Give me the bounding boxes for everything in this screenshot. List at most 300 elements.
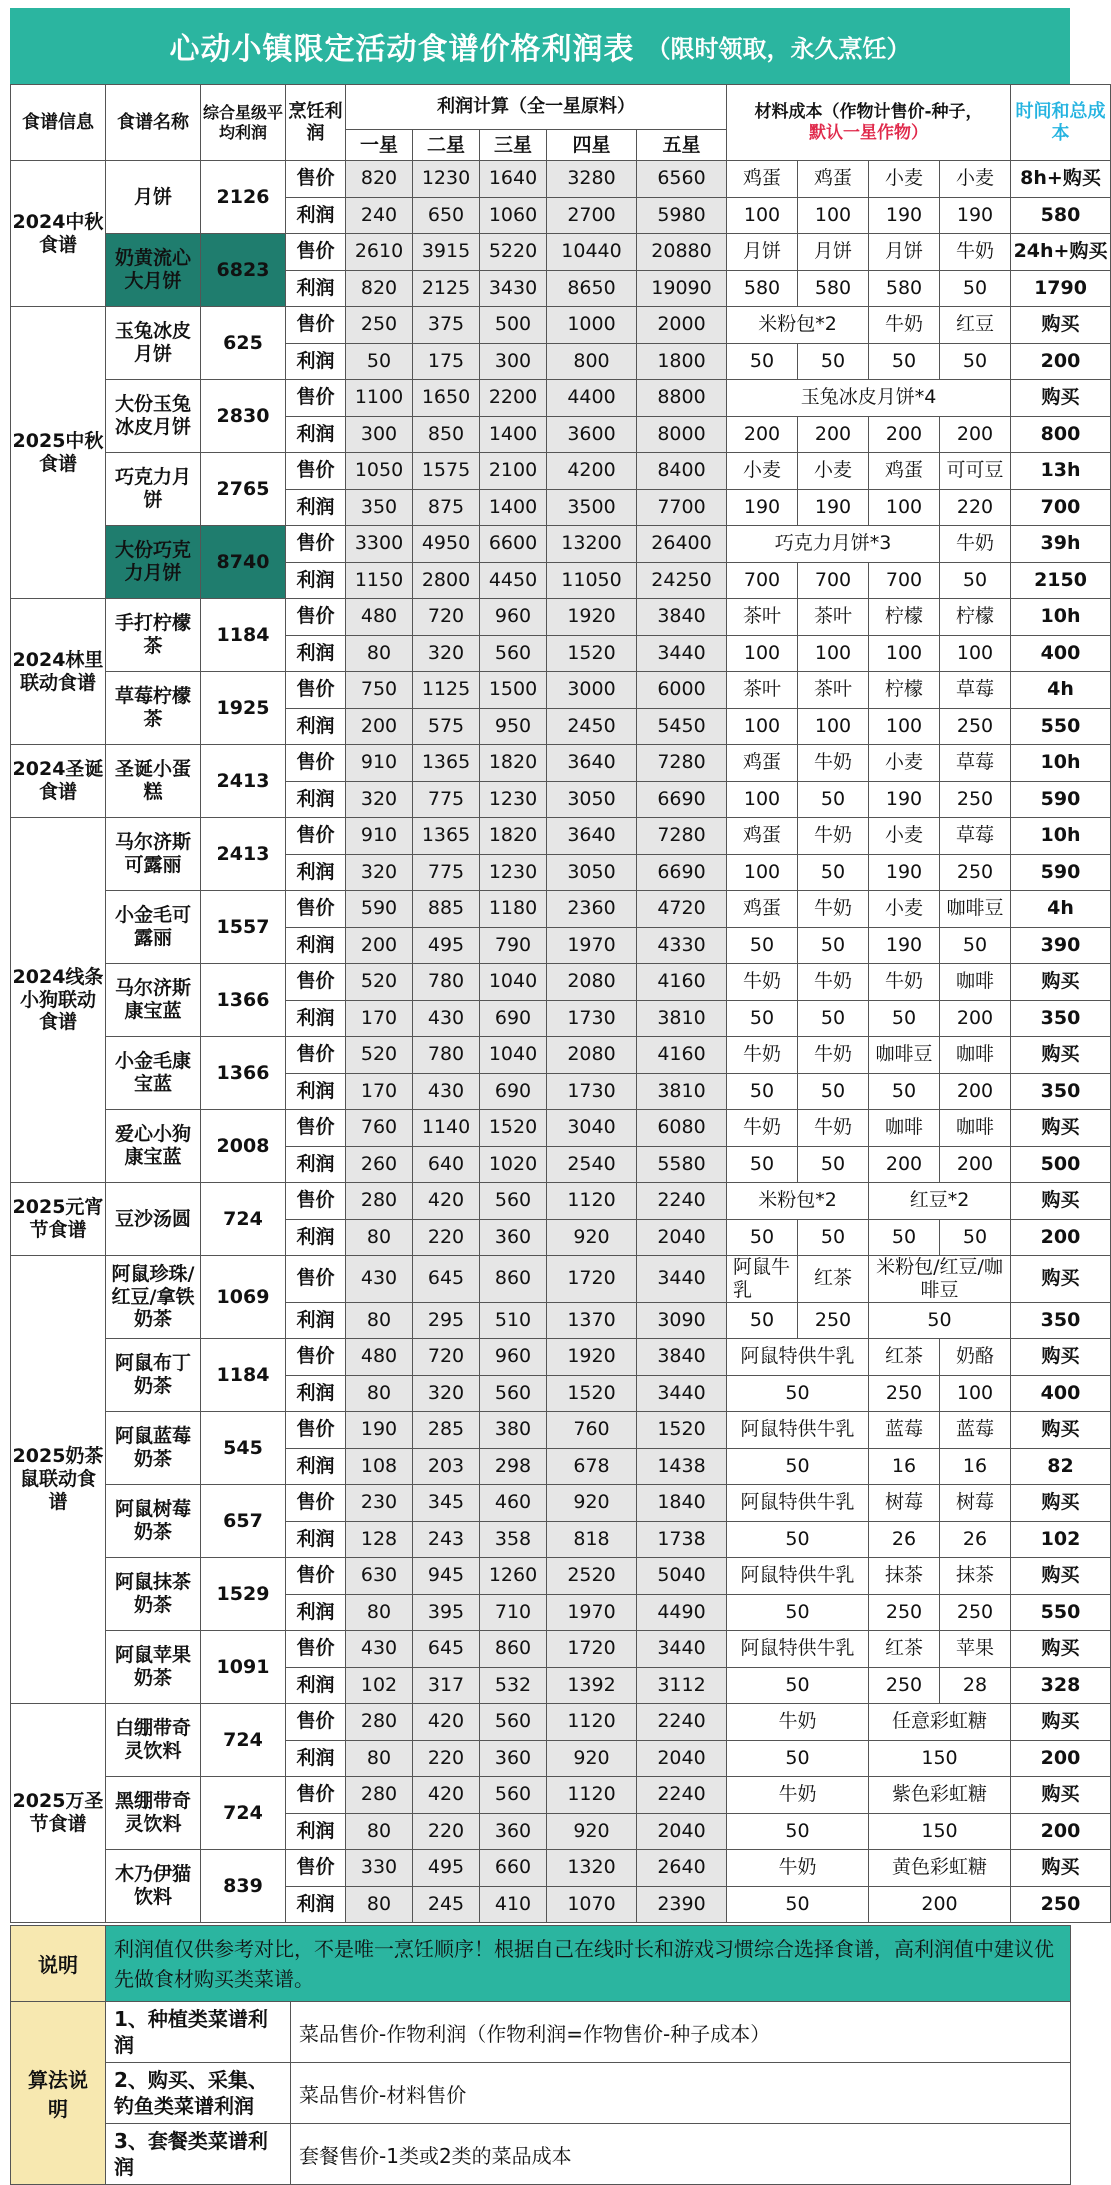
category-cell: 2025万圣节食谱	[11, 1704, 106, 1923]
profit-label: 利润	[286, 489, 346, 526]
sell-price-star-5: 7280	[637, 818, 727, 855]
ingredient-cell: 牛奶	[727, 1110, 798, 1147]
ingredient-cell: 蓝莓	[940, 1412, 1011, 1449]
recipe-name: 木乃伊猫饮料	[106, 1850, 201, 1923]
sell-price-star-2: 885	[413, 891, 480, 928]
profit-star-3: 360	[480, 1740, 547, 1777]
sell-price-star-2: 1650	[413, 380, 480, 417]
time-cell: 4h	[1011, 891, 1111, 928]
ingredient-cell: 阿鼠牛乳	[727, 1256, 798, 1303]
profit-star-3: 4450	[480, 562, 547, 599]
profit-star-1: 820	[346, 270, 413, 307]
sell-price-star-1: 430	[346, 1256, 413, 1303]
sell-price-star-2: 720	[413, 599, 480, 636]
recipe-name: 草莓柠檬茶	[106, 672, 201, 745]
sell-price-star-3: 860	[480, 1256, 547, 1303]
sell-price-star-4: 1320	[547, 1850, 637, 1887]
sell-label: 售价	[286, 1339, 346, 1376]
cost-cell: 50	[727, 1740, 869, 1777]
sell-price-star-1: 760	[346, 1110, 413, 1147]
cost-cell: 16	[940, 1448, 1011, 1485]
profit-star-3: 532	[480, 1667, 547, 1704]
sell-price-star-4: 2080	[547, 1037, 637, 1074]
sell-price-star-4: 1000	[547, 307, 637, 344]
sell-price-star-5: 2240	[637, 1704, 727, 1741]
cost-cell: 50	[798, 1219, 869, 1256]
ingredient-cell: 巧克力月饼*3	[727, 526, 940, 563]
time-cell: 10h	[1011, 745, 1111, 782]
cost-cell: 26	[940, 1521, 1011, 1558]
sell-price-star-4: 4200	[547, 453, 637, 490]
ingredient-cell: 黄色彩虹糖	[869, 1850, 1011, 1887]
sell-price-star-2: 420	[413, 1183, 480, 1220]
header-time-text: 时间和总成本	[1015, 100, 1106, 144]
profit-star-3: 1020	[480, 1146, 547, 1183]
cost-cell: 50	[727, 1667, 869, 1704]
header-cook: 烹饪利润	[286, 85, 346, 161]
time-cell: 购买	[1011, 964, 1111, 1001]
recipe-name: 阿鼠布丁奶茶	[106, 1339, 201, 1412]
recipe-avg-profit: 1091	[201, 1631, 286, 1704]
cost-cell: 50	[869, 1302, 1011, 1339]
recipe-name: 阿鼠抹茶奶茶	[106, 1558, 201, 1631]
sell-price-star-2: 4950	[413, 526, 480, 563]
sell-price-star-2: 3915	[413, 234, 480, 271]
sell-price-star-3: 5220	[480, 234, 547, 271]
profit-star-1: 350	[346, 489, 413, 526]
time-cell: 购买	[1011, 1485, 1111, 1522]
table-row	[11, 964, 1111, 1001]
ingredient-cell: 牛奶	[798, 745, 869, 782]
category-cell: 2024线条小狗联动食谱	[11, 818, 106, 1183]
total-cost-cell: 200	[1011, 1813, 1111, 1850]
cost-cell: 200	[940, 416, 1011, 453]
profit-star-4: 2700	[547, 197, 637, 234]
algo-formula-2: 菜品售价-材料售价	[291, 2063, 1071, 2124]
category-cell: 2025中秋食谱	[11, 307, 106, 599]
ingredient-cell: 米粉包/红豆/咖啡豆	[869, 1256, 1011, 1303]
table-row	[11, 453, 1111, 490]
sell-price-star-3: 1820	[480, 818, 547, 855]
ingredient-cell: 茶叶	[798, 599, 869, 636]
time-cell: 10h	[1011, 818, 1111, 855]
time-cell: 购买	[1011, 380, 1111, 417]
cost-cell: 50	[940, 1219, 1011, 1256]
ingredient-cell: 鸡蛋	[798, 161, 869, 198]
sell-price-star-4: 1120	[547, 1704, 637, 1741]
cost-cell: 50	[727, 1146, 798, 1183]
sell-price-star-3: 860	[480, 1631, 547, 1668]
total-cost-cell: 400	[1011, 1375, 1111, 1412]
recipe-avg-profit: 1184	[201, 1339, 286, 1412]
sell-label: 售价	[286, 526, 346, 563]
sell-price-star-3: 460	[480, 1485, 547, 1522]
sell-price-star-2: 720	[413, 1339, 480, 1376]
sell-price-star-2: 1575	[413, 453, 480, 490]
sell-label: 售价	[286, 1558, 346, 1595]
time-cell: 24h+购买	[1011, 234, 1111, 271]
sell-label: 售价	[286, 1256, 346, 1303]
sell-price-star-2: 780	[413, 1037, 480, 1074]
cost-cell: 250	[940, 781, 1011, 818]
time-cell: 购买	[1011, 1339, 1111, 1376]
cost-cell: 250	[940, 1594, 1011, 1631]
ingredient-cell: 米粉包*2	[727, 307, 869, 344]
sell-price-star-3: 1260	[480, 1558, 547, 1595]
header-time	[1011, 85, 1111, 161]
sell-price-star-4: 2360	[547, 891, 637, 928]
sell-price-star-4: 920	[547, 1485, 637, 1522]
profit-star-4: 3600	[547, 416, 637, 453]
cost-cell: 190	[940, 197, 1011, 234]
cost-cell: 50	[798, 854, 869, 891]
ingredient-cell: 柠檬	[869, 672, 940, 709]
profit-label: 利润	[286, 1448, 346, 1485]
sell-price-star-1: 280	[346, 1777, 413, 1814]
sell-price-star-4: 1120	[547, 1777, 637, 1814]
sell-price-star-3: 1820	[480, 745, 547, 782]
ingredient-cell: 牛奶	[727, 964, 798, 1001]
sell-price-star-4: 1920	[547, 1339, 637, 1376]
ingredient-cell: 牛奶	[940, 234, 1011, 271]
header-material-red: 默认一星作物）	[809, 122, 929, 143]
sell-label: 售价	[286, 818, 346, 855]
profit-label: 利润	[286, 708, 346, 745]
table-row	[11, 380, 1111, 417]
cost-cell: 100	[798, 708, 869, 745]
profit-star-5: 3090	[637, 1302, 727, 1339]
ingredient-cell: 牛奶	[727, 1037, 798, 1074]
profit-star-5: 6690	[637, 781, 727, 818]
sell-price-star-5: 3440	[637, 1631, 727, 1668]
sell-price-star-5: 8800	[637, 380, 727, 417]
sell-price-star-2: 645	[413, 1256, 480, 1303]
profit-star-4: 920	[547, 1813, 637, 1850]
cost-cell: 100	[869, 489, 940, 526]
sell-price-star-5: 2000	[637, 307, 727, 344]
header-info: 食谱信息	[11, 85, 106, 161]
sell-label: 售价	[286, 453, 346, 490]
profit-star-1: 80	[346, 635, 413, 672]
cost-cell: 100	[727, 708, 798, 745]
total-cost-cell: 580	[1011, 197, 1111, 234]
ingredient-cell: 茶叶	[798, 672, 869, 709]
profit-star-4: 3050	[547, 781, 637, 818]
sell-price-star-3: 960	[480, 599, 547, 636]
profit-star-2: 775	[413, 854, 480, 891]
sell-price-star-4: 4400	[547, 380, 637, 417]
sell-price-star-1: 280	[346, 1704, 413, 1741]
recipe-avg-profit: 839	[201, 1850, 286, 1923]
profit-star-1: 170	[346, 1073, 413, 1110]
cost-cell: 250	[940, 854, 1011, 891]
total-cost-cell: 328	[1011, 1667, 1111, 1704]
title-bar	[10, 8, 1070, 84]
cost-cell: 50	[869, 343, 940, 380]
recipe-name: 阿鼠珍珠/红豆/拿铁奶茶	[106, 1256, 201, 1339]
profit-star-5: 1738	[637, 1521, 727, 1558]
profit-star-4: 2540	[547, 1146, 637, 1183]
total-cost-cell: 200	[1011, 1219, 1111, 1256]
header-star-5: 五星	[637, 130, 727, 161]
ingredient-cell: 草莓	[940, 672, 1011, 709]
recipe-avg-profit: 724	[201, 1704, 286, 1777]
sell-price-star-5: 3840	[637, 599, 727, 636]
category-cell: 2024圣诞食谱	[11, 745, 106, 818]
cost-cell: 250	[869, 1375, 940, 1412]
time-cell: 8h+购买	[1011, 161, 1111, 198]
sell-price-star-4: 2520	[547, 1558, 637, 1595]
total-cost-cell: 390	[1011, 927, 1111, 964]
cost-cell: 50	[798, 1073, 869, 1110]
profit-star-3: 1400	[480, 416, 547, 453]
time-cell: 购买	[1011, 1037, 1111, 1074]
sell-price-star-2: 780	[413, 964, 480, 1001]
cost-cell: 50	[727, 1594, 869, 1631]
sell-price-star-2: 1365	[413, 818, 480, 855]
profit-star-2: 175	[413, 343, 480, 380]
profit-star-5: 8000	[637, 416, 727, 453]
cost-cell: 700	[727, 562, 798, 599]
sell-price-star-1: 3300	[346, 526, 413, 563]
recipe-name: 大份巧克力月饼	[106, 526, 201, 599]
recipe-name: 巧克力月饼	[106, 453, 201, 526]
ingredient-cell: 阿鼠特供牛乳	[727, 1631, 869, 1668]
profit-star-3: 3430	[480, 270, 547, 307]
profit-star-3: 510	[480, 1302, 547, 1339]
ingredient-cell: 月饼	[869, 234, 940, 271]
sell-price-star-2: 1140	[413, 1110, 480, 1147]
sell-price-star-4: 3280	[547, 161, 637, 198]
profit-label: 利润	[286, 1521, 346, 1558]
cost-cell: 250	[940, 708, 1011, 745]
sell-price-star-1: 330	[346, 1850, 413, 1887]
sell-price-star-1: 520	[346, 1037, 413, 1074]
ingredient-cell: 红豆	[940, 307, 1011, 344]
recipe-name: 爱心小狗康宝蓝	[106, 1110, 201, 1183]
ingredient-cell: 茶叶	[727, 672, 798, 709]
sell-price-star-4: 1120	[547, 1183, 637, 1220]
profit-label: 利润	[286, 1073, 346, 1110]
ingredient-cell: 柠檬	[869, 599, 940, 636]
profit-star-4: 678	[547, 1448, 637, 1485]
profit-label: 利润	[286, 1594, 346, 1631]
header-star-1: 一星	[346, 130, 413, 161]
cost-cell: 200	[940, 1000, 1011, 1037]
sell-price-star-2: 375	[413, 307, 480, 344]
recipe-avg-profit: 2765	[201, 453, 286, 526]
profit-star-4: 920	[547, 1740, 637, 1777]
ingredient-cell: 树莓	[869, 1485, 940, 1522]
sell-price-star-3: 1180	[480, 891, 547, 928]
profit-star-5: 3440	[637, 1375, 727, 1412]
cost-cell: 50	[869, 1219, 940, 1256]
profit-label: 利润	[286, 1146, 346, 1183]
time-cell: 购买	[1011, 307, 1111, 344]
recipe-avg-profit: 2008	[201, 1110, 286, 1183]
ingredient-cell: 柠檬	[940, 599, 1011, 636]
sell-price-star-3: 560	[480, 1183, 547, 1220]
profit-star-2: 320	[413, 1375, 480, 1412]
sell-price-star-5: 2240	[637, 1777, 727, 1814]
profit-star-4: 1520	[547, 635, 637, 672]
sell-price-star-1: 280	[346, 1183, 413, 1220]
cost-cell: 50	[727, 1375, 869, 1412]
sell-price-star-4: 2080	[547, 964, 637, 1001]
recipe-name: 阿鼠树莓奶茶	[106, 1485, 201, 1558]
ingredient-cell: 红豆*2	[869, 1183, 1011, 1220]
cost-cell: 250	[869, 1594, 940, 1631]
ingredient-cell: 牛奶	[798, 1037, 869, 1074]
ingredient-cell: 牛奶	[940, 526, 1011, 563]
sell-price-star-3: 1040	[480, 1037, 547, 1074]
sell-price-star-2: 1230	[413, 161, 480, 198]
total-cost-cell: 550	[1011, 708, 1111, 745]
table-row	[11, 161, 1111, 198]
cost-cell: 50	[940, 343, 1011, 380]
recipe-avg-profit: 1529	[201, 1558, 286, 1631]
ingredient-cell: 咖啡	[940, 1110, 1011, 1147]
recipe-avg-profit: 2830	[201, 380, 286, 453]
sell-price-star-2: 420	[413, 1777, 480, 1814]
profit-label: 利润	[286, 1813, 346, 1850]
sell-price-star-1: 250	[346, 307, 413, 344]
sell-price-star-3: 960	[480, 1339, 547, 1376]
ingredient-cell: 咖啡豆	[869, 1037, 940, 1074]
recipe-avg-profit: 1069	[201, 1256, 286, 1339]
profit-star-2: 775	[413, 781, 480, 818]
sell-price-star-1: 630	[346, 1558, 413, 1595]
total-cost-cell: 200	[1011, 1740, 1111, 1777]
profit-label: 利润	[286, 1375, 346, 1412]
profit-star-3: 710	[480, 1594, 547, 1631]
time-cell: 4h	[1011, 672, 1111, 709]
profit-star-1: 128	[346, 1521, 413, 1558]
cost-cell: 100	[798, 635, 869, 672]
total-cost-cell: 250	[1011, 1886, 1111, 1923]
sell-price-star-5: 6560	[637, 161, 727, 198]
ingredient-cell: 茶叶	[727, 599, 798, 636]
recipe-name: 月饼	[106, 161, 201, 234]
ingredient-cell: 红茶	[869, 1631, 940, 1668]
profit-star-1: 170	[346, 1000, 413, 1037]
sell-label: 售价	[286, 1850, 346, 1887]
profit-star-3: 298	[480, 1448, 547, 1485]
sell-label: 售价	[286, 964, 346, 1001]
table-row	[11, 1777, 1111, 1814]
cost-cell: 150	[869, 1813, 1011, 1850]
cost-cell: 250	[869, 1667, 940, 1704]
sell-label: 售价	[286, 1485, 346, 1522]
sell-price-star-3: 2100	[480, 453, 547, 490]
profit-star-2: 640	[413, 1146, 480, 1183]
recipe-name: 小金毛康宝蓝	[106, 1037, 201, 1110]
profit-star-2: 220	[413, 1219, 480, 1256]
ingredient-cell: 小麦	[940, 161, 1011, 198]
profit-star-2: 430	[413, 1073, 480, 1110]
explain-text: 利润值仅供参考对比，不是唯一烹饪顺序！根据自己在线时长和游戏习惯综合选择食谱，高利润值中建议优先做食材购买类菜谱。	[106, 1926, 1071, 2002]
sell-price-star-2: 645	[413, 1631, 480, 1668]
header-star-2: 二星	[413, 130, 480, 161]
cost-cell: 700	[798, 562, 869, 599]
cost-cell: 200	[869, 416, 940, 453]
total-cost-cell: 800	[1011, 416, 1111, 453]
profit-star-3: 560	[480, 1375, 547, 1412]
sell-price-star-3: 660	[480, 1850, 547, 1887]
total-cost-cell: 400	[1011, 635, 1111, 672]
profit-star-3: 790	[480, 927, 547, 964]
notes-table	[10, 1925, 1071, 2185]
recipe-avg-profit: 1557	[201, 891, 286, 964]
sell-price-star-5: 3440	[637, 1256, 727, 1303]
recipe-avg-profit: 724	[201, 1777, 286, 1850]
time-cell: 购买	[1011, 1256, 1111, 1303]
category-cell: 2024中秋食谱	[11, 161, 106, 307]
profit-star-1: 260	[346, 1146, 413, 1183]
profit-star-4: 2450	[547, 708, 637, 745]
table-row	[11, 672, 1111, 709]
sell-label: 售价	[286, 161, 346, 198]
sell-price-star-4: 3000	[547, 672, 637, 709]
sell-price-star-5: 8400	[637, 453, 727, 490]
recipe-avg-profit: 8740	[201, 526, 286, 599]
ingredient-cell: 蓝莓	[869, 1412, 940, 1449]
recipe-avg-profit: 1366	[201, 964, 286, 1037]
cost-cell: 200	[727, 416, 798, 453]
sell-price-star-5: 2240	[637, 1183, 727, 1220]
profit-star-1: 80	[346, 1886, 413, 1923]
sell-label: 售价	[286, 672, 346, 709]
cost-cell: 150	[869, 1740, 1011, 1777]
ingredient-cell: 牛奶	[869, 964, 940, 1001]
ingredient-cell: 牛奶	[798, 891, 869, 928]
cost-cell: 50	[869, 1000, 940, 1037]
profit-star-2: 295	[413, 1302, 480, 1339]
profit-star-1: 80	[346, 1219, 413, 1256]
ingredient-cell: 咖啡豆	[940, 891, 1011, 928]
sell-price-star-5: 6000	[637, 672, 727, 709]
total-cost-cell: 102	[1011, 1521, 1111, 1558]
sell-price-star-5: 4720	[637, 891, 727, 928]
profit-star-1: 300	[346, 416, 413, 453]
ingredient-cell: 咖啡	[940, 1037, 1011, 1074]
cost-cell: 50	[798, 1000, 869, 1037]
table-row	[11, 1485, 1111, 1522]
ingredient-cell: 月饼	[727, 234, 798, 271]
profit-star-1: 80	[346, 1813, 413, 1850]
cost-cell: 50	[727, 927, 798, 964]
profit-star-5: 5450	[637, 708, 727, 745]
cost-cell: 190	[869, 197, 940, 234]
sell-price-star-1: 520	[346, 964, 413, 1001]
ingredient-cell: 小麦	[869, 745, 940, 782]
profit-star-4: 1970	[547, 1594, 637, 1631]
ingredient-cell: 牛奶	[727, 1850, 869, 1887]
cost-cell: 700	[869, 562, 940, 599]
ingredient-cell: 牛奶	[798, 818, 869, 855]
ingredient-cell: 鸡蛋	[727, 891, 798, 928]
profit-star-5: 1800	[637, 343, 727, 380]
profit-star-4: 8650	[547, 270, 637, 307]
ingredient-cell: 鸡蛋	[869, 453, 940, 490]
ingredient-cell: 红茶	[798, 1256, 869, 1303]
cost-cell: 100	[869, 708, 940, 745]
ingredient-cell: 树莓	[940, 1485, 1011, 1522]
page-title: 心动小镇限定活动食谱价格利润表	[169, 32, 635, 67]
sell-label: 售价	[286, 1704, 346, 1741]
total-cost-cell: 1790	[1011, 270, 1111, 307]
profit-label: 利润	[286, 854, 346, 891]
